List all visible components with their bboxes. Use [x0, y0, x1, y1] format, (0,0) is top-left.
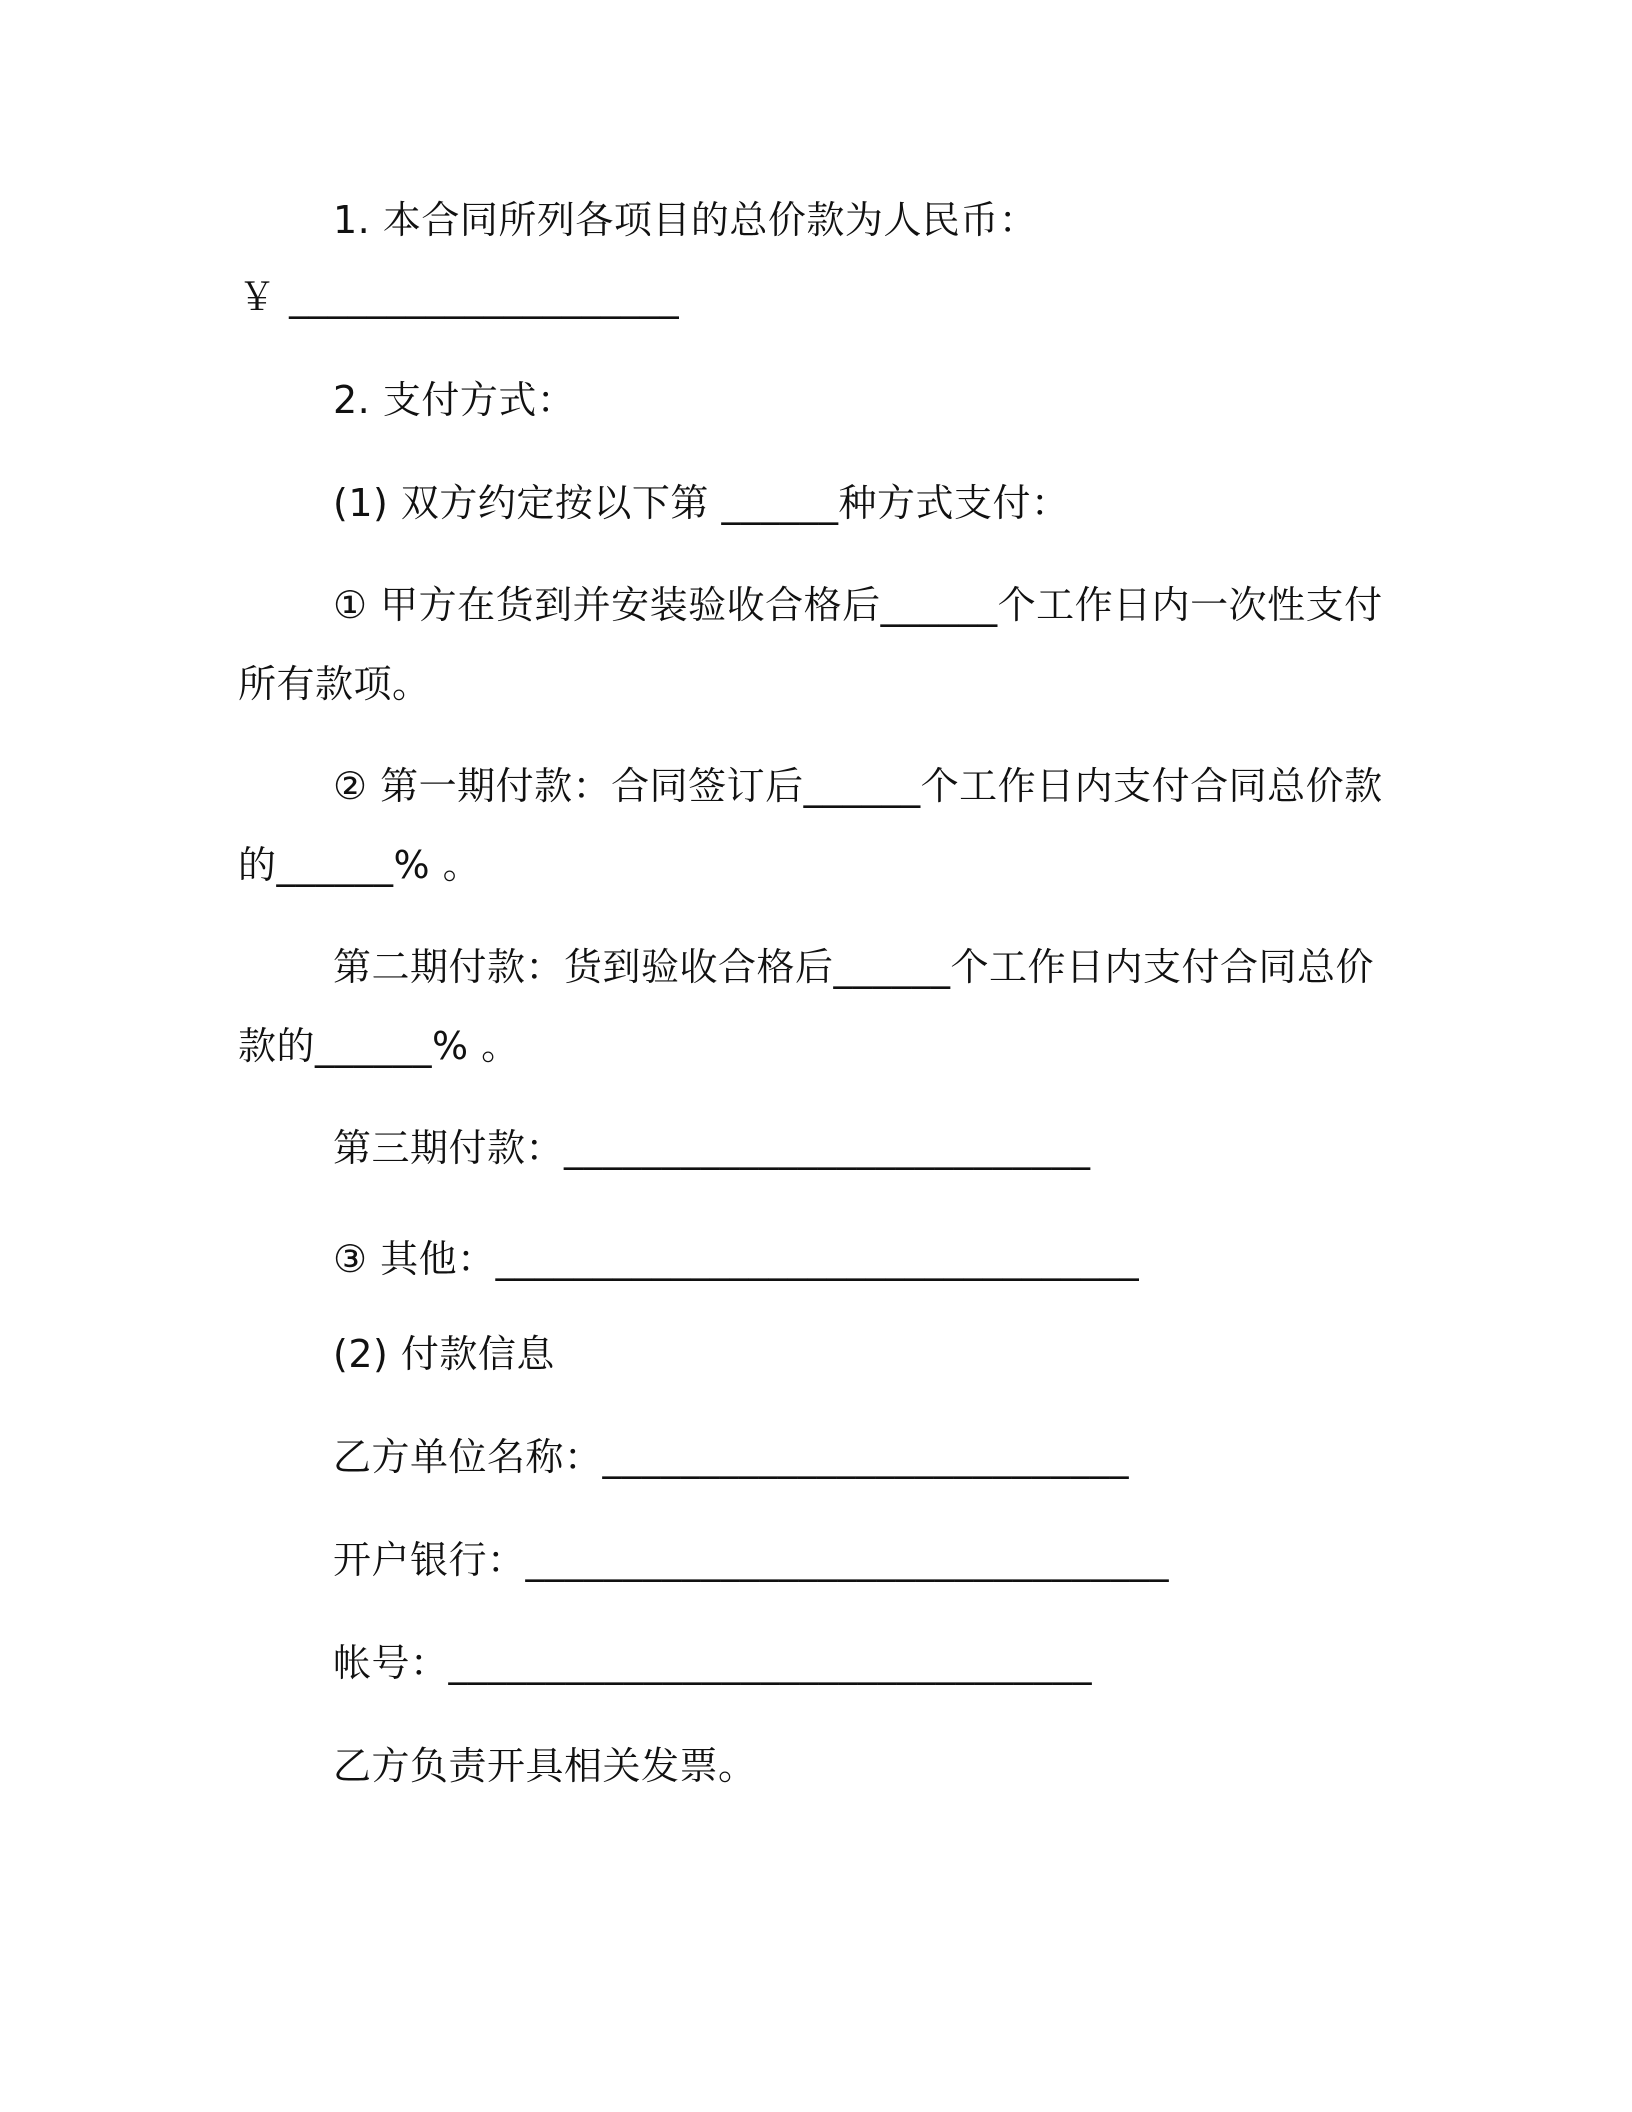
payment-agreement: (1) 双方约定按以下第 ______种方式支付： [333, 481, 1070, 525]
clause-payment-method: 2. 支付方式： [333, 378, 576, 422]
option-one-line-2: 所有款项。 [238, 662, 431, 706]
second-payment-line-2: 款的______% 。 [238, 1024, 520, 1068]
bank-name: 开户银行：_________________________________ [333, 1538, 1170, 1582]
option-two-line-1: ② 第一期付款：合同签订后______个工作日内支付合同总价款 [333, 764, 1383, 808]
invoice-note: 乙方负责开具相关发票。 [333, 1744, 757, 1788]
total-price-blank: ￥ ____________________ [238, 275, 680, 319]
option-three-other: ③ 其他：_________________________________ [333, 1237, 1140, 1281]
option-two-line-2: 的______% 。 [238, 843, 482, 887]
payment-info-heading: (2) 付款信息 [333, 1332, 555, 1376]
third-payment: 第三期付款：___________________________ [333, 1126, 1091, 1170]
option-one-line-1: ① 甲方在货到并安装验收合格后______个工作日内一次性支付 [333, 583, 1383, 627]
account-number: 帐号：_________________________________ [333, 1641, 1093, 1685]
party-b-name: 乙方单位名称：___________________________ [333, 1435, 1130, 1479]
clause-total-price: 1. 本合同所列各项目的总价款为人民币： [333, 198, 1038, 242]
second-payment-line-1: 第二期付款：货到验收合格后______个工作日内支付合同总价 [333, 945, 1375, 989]
